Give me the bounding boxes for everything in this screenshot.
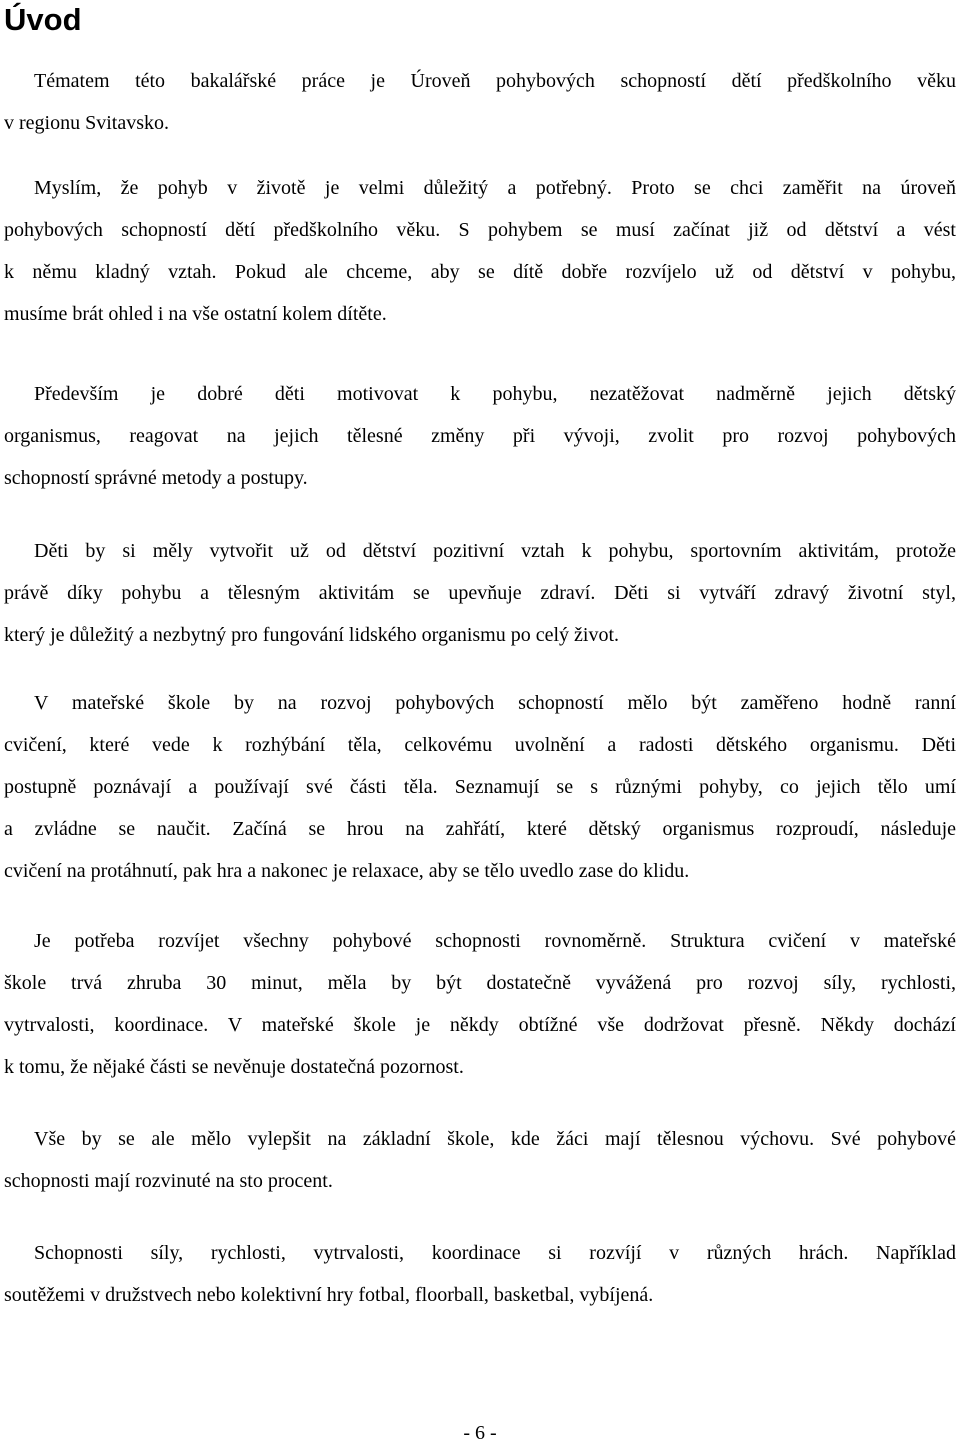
paragraph-balance [4, 920, 956, 1088]
paragraph-line: Tématem této bakalářské práce je Úroveň pohybových schopností dětí předškolního věku [34, 70, 956, 92]
page-number: - 6 - [463, 1422, 497, 1444]
paragraph-motivation [4, 167, 956, 335]
paragraph-line: musíme brát ohled i na vše ostatní kolem dítěte. [4, 303, 387, 325]
paragraph-line: Především je dobré děti motivovat k pohybu, nezatěžovat nadměrně jejich dětský [34, 383, 956, 405]
paragraph-line: který je důležitý a nezbytný pro fungování lidského organismu po celý život. [4, 624, 620, 646]
paragraph-line: k němu kladný vztah. Pokud ale chceme, aby se dítě dobře rozvíjelo už od dětství v pohybu, [4, 261, 956, 283]
paragraph-line: organismus, reagovat na jejich tělesné změny při vývoji, zvolit pro rozvoj pohybových [4, 425, 956, 447]
page-title: Úvod [4, 2, 82, 37]
paragraph-line: Děti by si měly vytvořit už od dětství pozitivní vztah k pohybu, sportovním aktivitám, protože [34, 540, 956, 562]
paragraph-health [4, 530, 956, 656]
paragraph-line: pohybových schopností dětí předškolního věku. S pohybem se musí začínat již od dětství a vést [4, 219, 956, 241]
paragraph-line: škole trvá zhruba 30 minut, měla by být dostatečně vyvážená pro rozvoj síly, rychlosti, [4, 972, 956, 994]
paragraph-line: soutěžemi v družstvech nebo kolektivní hry fotbal, floorball, basketbal, vybíjená. [4, 1284, 654, 1306]
paragraph-approach [4, 373, 956, 499]
paragraph-line: Je potřeba rozvíjet všechny pohybové schopnosti rovnoměrně. Struktura cvičení v mateřské [34, 930, 956, 952]
paragraph-games [4, 1232, 956, 1316]
paragraph-line: právě díky pohybu a tělesným aktivitám se upevňuje zdraví. Děti si vytváří zdravý životní styl, [4, 582, 956, 604]
paragraph-line: cvičení, které vede k rozhýbání těla, celkovému uvolnění a radosti dětského organismu. Děti [4, 734, 956, 756]
paragraph-line: V mateřské škole by na rozvoj pohybových schopností mělo být zaměřeno hodně ranní [34, 692, 956, 714]
paragraph-line: schopností správné metody a postupy. [4, 467, 308, 489]
paragraph-line: v regionu Svitavsko. [4, 112, 169, 134]
paragraph-topic [4, 60, 956, 144]
paragraph-line: Schopnosti síly, rychlosti, vytrvalosti, koordinace si rozvíjí v různých hrách. Například [34, 1242, 956, 1264]
paragraph-kindergarten [4, 682, 956, 892]
paragraph-line: k tomu, že nějaké části se nevěnuje dostatečná pozornost. [4, 1056, 464, 1078]
paragraph-line: postupně poznávají a používají své části těla. Seznamují se s různými pohyby, co jejich tělo umí [4, 776, 956, 798]
paragraph-line: vytrvalosti, koordinace. V mateřské škole je někdy obtížné vše dodržovat přesně. Někdy dochází [4, 1014, 956, 1036]
paragraph-line: Vše by se ale mělo vylepšit na základní škole, kde žáci mají tělesnou výchovu. Své pohybové [34, 1128, 956, 1150]
paragraph-line: cvičení na protáhnutí, pak hra a nakonec je relaxace, aby se tělo uvedlo zase do klidu. [4, 860, 690, 882]
paragraph-line: schopnosti mají rozvinuté na sto procent. [4, 1170, 333, 1192]
paragraph-primary-school [4, 1118, 956, 1202]
paragraph-line: Myslím, že pohyb v životě je velmi důležitý a potřebný. Proto se chci zaměřit na úroveň [34, 177, 956, 199]
paragraph-line: a zvládne se naučit. Začíná se hrou na zahřátí, které dětský organismus rozproudí, následuje [4, 818, 956, 840]
